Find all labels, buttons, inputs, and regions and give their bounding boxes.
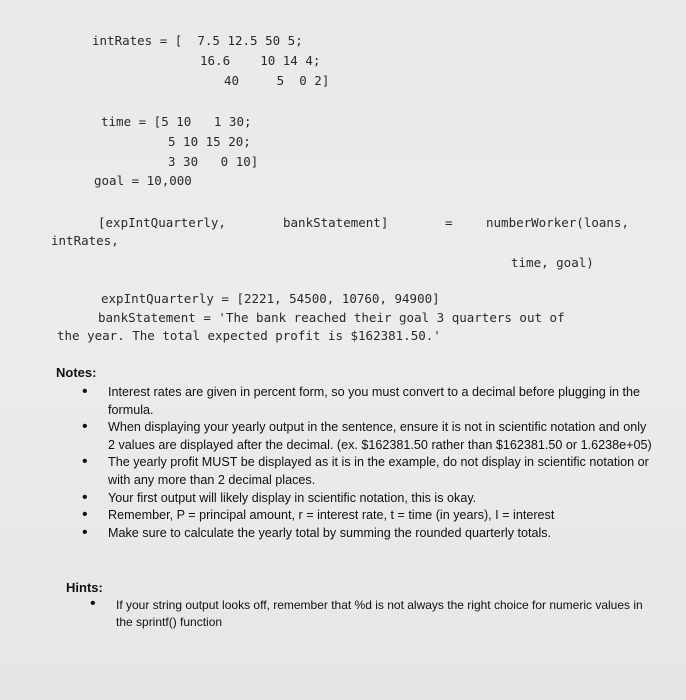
time-line-1: time = [5 10 1 30;	[101, 114, 252, 129]
hints-list	[90, 597, 650, 630]
call-arg-intrates: intRates,	[51, 233, 119, 248]
output-bankstatement-line-1: bankStatement = 'The bank reached their goal 3 quarters out of	[98, 310, 565, 325]
hint-item: • If your string output looks off, remember that %d is not always the right choice for numeric values in the sprintf() function	[90, 597, 650, 630]
note-item: • The yearly profit MUST be displayed as it is in the example, do not display in scientific notation or with any more than 2 decimal places.	[82, 454, 652, 489]
intrates-line-2: 16.6 10 14 4;	[200, 53, 321, 68]
note-item: • When displaying your yearly output in the sentence, ensure it is not in scientific notation and only 2 values are displayed after the decimal. (ex. $162381.50 rather than $162381.50 or 1.6238e+05)	[82, 419, 652, 454]
note-item: • Your first output will likely display in scientific notation, this is okay.	[82, 490, 652, 508]
output-bankstatement-line-2: the year. The total expected profit is $162381.50.'	[57, 328, 441, 343]
note-item: • Interest rates are given in percent form, so you must convert to a decimal before plugging in the formula.	[82, 384, 652, 419]
intrates-line-1: intRates = [ 7.5 12.5 50 5;	[92, 33, 303, 48]
call-arg-time-goal: time, goal)	[511, 255, 594, 270]
call-output-expint: [expIntQuarterly,	[98, 215, 226, 230]
time-line-2: 5 10 15 20;	[168, 134, 251, 149]
notes-heading: Notes:	[56, 365, 97, 380]
goal-line: goal = 10,000	[94, 173, 192, 188]
output-expint-quarterly: expIntQuarterly = [2221, 54500, 10760, 94900]	[101, 291, 440, 306]
hints-heading: Hints:	[66, 580, 103, 595]
notes-list	[82, 384, 652, 542]
note-item: • Make sure to calculate the yearly total by summing the rounded quarterly totals.	[82, 525, 652, 543]
call-equals: =	[445, 215, 453, 230]
time-line-3: 3 30 0 10]	[168, 154, 259, 169]
call-function-name: numberWorker(loans,	[486, 215, 629, 230]
call-output-bankstatement: bankStatement]	[283, 215, 389, 230]
note-item: • Remember, P = principal amount, r = interest rate, t = time (in years), I = interest	[82, 507, 652, 525]
intrates-line-3: 40 5 0 2]	[224, 73, 330, 88]
